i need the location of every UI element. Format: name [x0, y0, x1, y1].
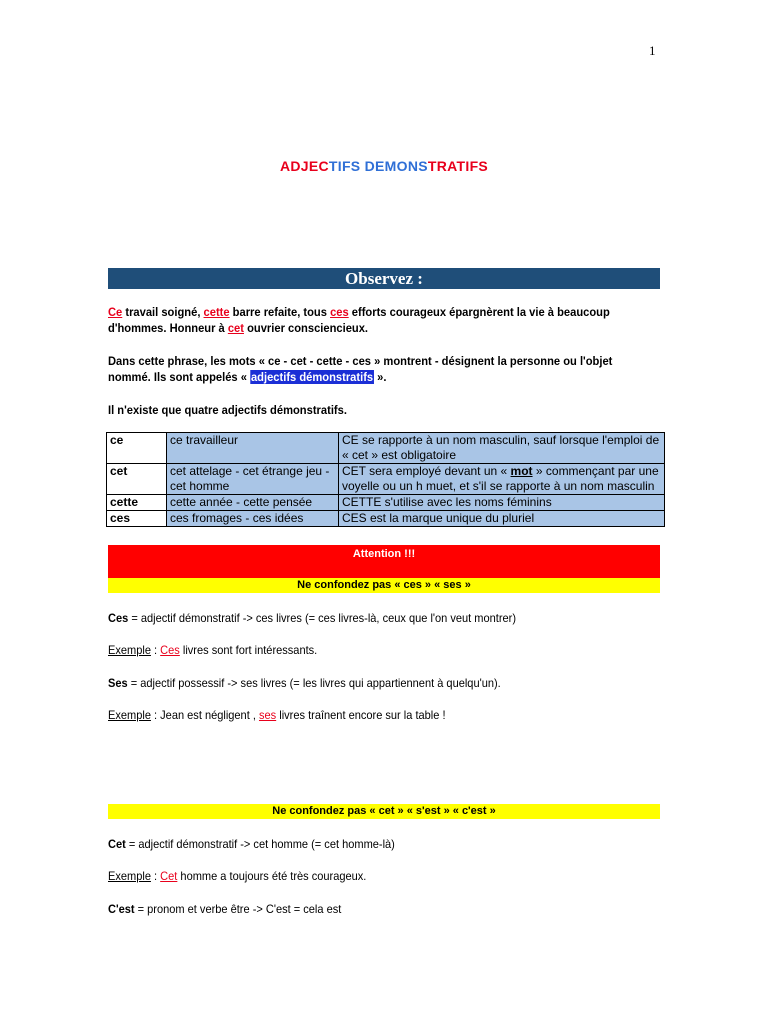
- term-ces: Ces: [108, 611, 129, 625]
- ces-definition: [108, 611, 516, 625]
- table-row: [107, 433, 665, 464]
- table-row: [107, 511, 665, 527]
- title-part-3: TRATIFS: [427, 158, 489, 174]
- table-cell-example: ces fromages - ces idées: [167, 511, 339, 527]
- ces-example: [108, 643, 317, 657]
- table-cell-adjective: cette: [107, 495, 167, 511]
- page-number: 1: [649, 43, 656, 58]
- term-ses: Ses: [108, 676, 128, 690]
- paragraph-text: efforts courageux épargnèrent la vie à beaucoup d'hommes. Honneur à: [108, 305, 610, 335]
- definition-text: = pronom et verbe être -> C'est = cela est: [134, 902, 342, 916]
- paragraph-text: Dans cette phrase, les mots « ce - cet - cette - ces » montrent - désignent la personne ou l'objet nommé. Ils sont appelés «: [108, 354, 613, 384]
- rule-text: CET sera employé devant un «: [342, 464, 511, 478]
- table-cell-rule: [339, 464, 665, 495]
- example-word: Cet: [160, 869, 178, 883]
- paragraph-text: barre refaite, tous: [229, 305, 331, 319]
- example-label: Exemple: [108, 643, 151, 657]
- cet-definition: [108, 837, 395, 851]
- rule-emphasis: mot: [510, 464, 533, 478]
- example-separator: : Jean est négligent ,: [150, 708, 259, 722]
- table-row: [107, 464, 665, 495]
- table-cell-rule: CES est la marque unique du pluriel: [339, 511, 665, 527]
- term-cet: Cet: [108, 837, 126, 851]
- paragraph-text: travail soigné,: [122, 305, 204, 319]
- definition-text: = adjectif démonstratif -> cet homme (= cet homme-là): [125, 837, 395, 851]
- paragraph-text: ouvrier consciencieux.: [243, 321, 369, 335]
- highlighted-term: adjectifs démonstratifs: [250, 370, 374, 384]
- confusion-banner-cet-sest-cest: Ne confondez pas « cet » « s'est » « c'est »: [108, 804, 660, 819]
- table-cell-example: ce travailleur: [167, 433, 339, 464]
- explanation-paragraph: [108, 353, 621, 385]
- highlight-word-cet: cet: [227, 321, 244, 335]
- table-cell-adjective: ces: [107, 511, 167, 527]
- confusion-banner-ces-ses: Ne confondez pas « ces » « ses »: [108, 578, 660, 593]
- table-cell-rule: CE se rapporte à un nom masculin, sauf lorsque l'emploi de « cet » est obligatoire: [339, 433, 665, 464]
- highlight-word-ces: ces: [330, 305, 349, 319]
- highlight-word-cette: cette: [203, 305, 230, 319]
- highlight-word-ce: Ce: [108, 305, 123, 319]
- ses-example: [108, 708, 446, 722]
- example-separator: :: [150, 643, 161, 657]
- cet-example: [108, 869, 366, 883]
- demonstratives-table: [106, 432, 665, 527]
- definition-text: = adjectif démonstratif -> ces livres (= ces livres-là, ceux que l'on veut montrer): [128, 611, 517, 625]
- example-word: ses: [258, 708, 277, 722]
- example-label: Exemple: [108, 869, 151, 883]
- document-title: [0, 158, 768, 174]
- table-cell-example: cette année - cette pensée: [167, 495, 339, 511]
- table-row: [107, 495, 665, 511]
- table-cell-example: cet attelage - cet étrange jeu - cet homme: [167, 464, 339, 495]
- example-text: livres sont fort intéressants.: [179, 643, 318, 657]
- example-paragraph: [108, 304, 621, 336]
- example-text: homme a toujours été très courageux.: [177, 869, 367, 883]
- paragraph-text: ».: [374, 370, 387, 384]
- title-part-1: ADJEC: [279, 158, 329, 174]
- example-text: livres traînent encore sur la table !: [276, 708, 446, 722]
- definition-text: = adjectif possessif -> ses livres (= les livres qui appartiennent à quelqu'un).: [127, 676, 501, 690]
- ses-definition: [108, 676, 501, 690]
- table-cell-adjective: ce: [107, 433, 167, 464]
- count-paragraph: Il n'existe que quatre adjectifs démonstratifs.: [108, 403, 347, 417]
- term-cest: C'est: [108, 902, 135, 916]
- example-label: Exemple: [108, 708, 151, 722]
- table-cell-adjective: cet: [107, 464, 167, 495]
- example-separator: :: [150, 869, 161, 883]
- cest-definition: [108, 902, 341, 916]
- rule-text: » commençant par une voyelle ou un h muet, et s'il se rapporte à un nom masculin: [342, 464, 659, 493]
- observez-banner: Observez :: [108, 268, 660, 289]
- title-part-2: TIFS DEMONS: [328, 158, 428, 174]
- example-word: Ces: [160, 643, 180, 657]
- table-cell-rule: CETTE s'utilise avec les noms féminins: [339, 495, 665, 511]
- attention-banner: Attention !!!: [108, 545, 660, 578]
